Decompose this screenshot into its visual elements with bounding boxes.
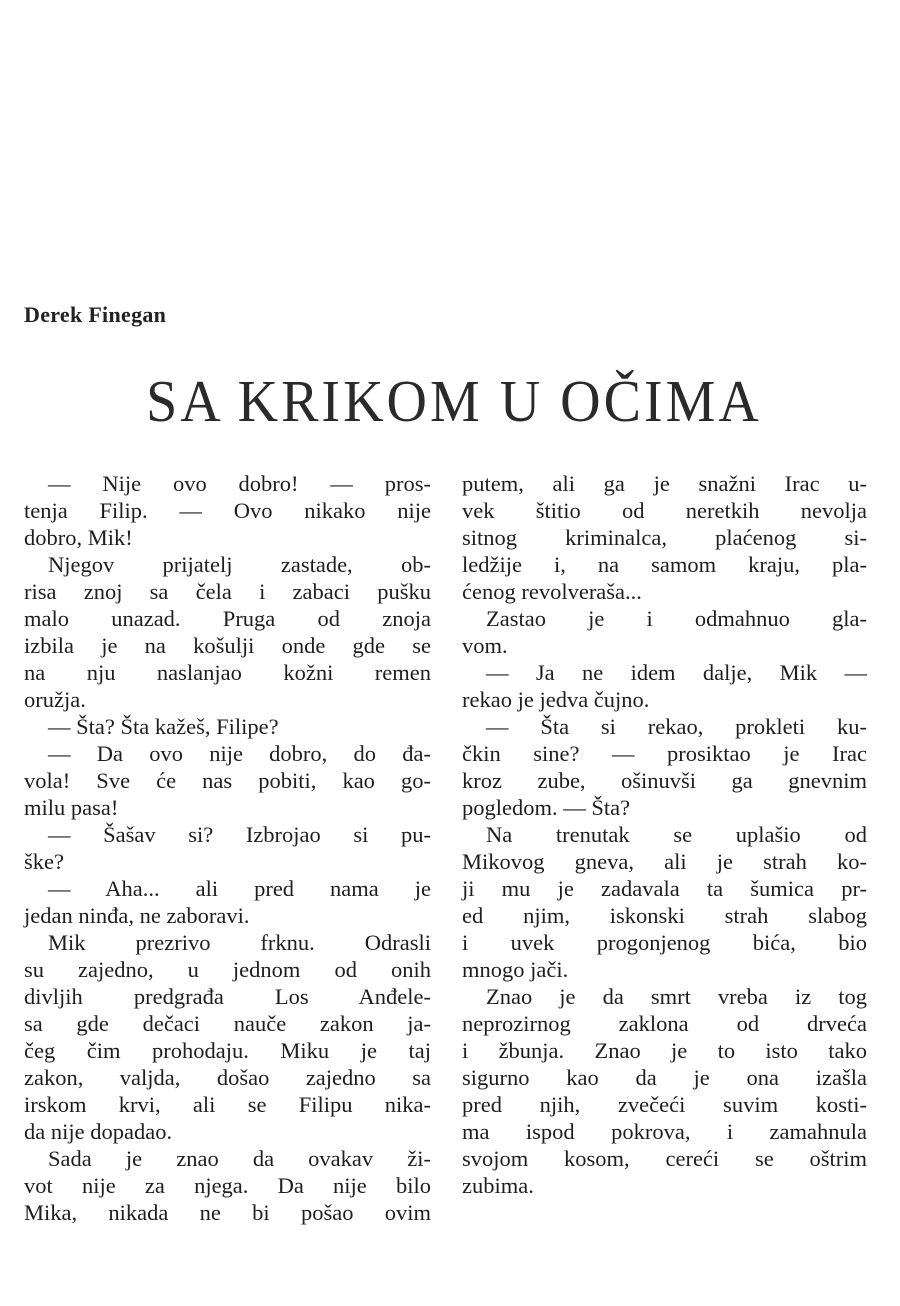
author-name: Derek Finegan [24, 302, 167, 327]
text-line: sitnog kriminalca, plaćenog si- [462, 525, 867, 550]
text-line: čkin sine? — prosiktao je Irac [462, 741, 867, 766]
text-line: ledžije i, na samom kraju, pla- [462, 552, 867, 577]
text-line: čeg čim prohodaju. Miku je taj [24, 1038, 431, 1063]
text-line: — Da ovo nije dobro, do đa- [48, 741, 431, 766]
text-line: — Šta si rekao, prokleti ku- [486, 714, 867, 739]
text-column-right [462, 470, 867, 1199]
text-line: Na trenutak se uplašio od [486, 822, 867, 847]
text-line: svojom kosom, cereći se oštrim [462, 1146, 867, 1171]
text-line: na nju naslanjao kožni remen [24, 660, 431, 685]
text-line: Mik prezrivo frknu. Odrasli [48, 930, 431, 955]
text-line: sigurno kao da je ona izašla [462, 1065, 867, 1090]
story-title: SA KRIKOM U OČIMA [146, 369, 762, 435]
text-line: — Nije ovo dobro! — pros- [48, 471, 431, 496]
text-line: neprozirnog zaklona od drveća [462, 1011, 867, 1036]
text-line: Znao je da smrt vreba iz tog [486, 984, 867, 1009]
text-line: pogledom. — Šta? [462, 795, 631, 820]
text-line: ji mu je zadavala ta šumica pr- [462, 876, 867, 901]
text-line: vom. [462, 633, 508, 658]
text-line: jedan ninđa, ne zaboravi. [24, 903, 250, 928]
text-line: risa znoj sa čela i zabaci pušku [24, 579, 431, 604]
text-line: milu pasa! [24, 795, 119, 820]
text-line: oružja. [24, 687, 86, 712]
text-line: vola! Sve će nas pobiti, kao go- [24, 768, 431, 793]
text-line: sa gde dečaci nauče zakon ja- [24, 1011, 431, 1036]
text-line: su zajedno, u jednom od onih [24, 957, 431, 982]
text-line: putem, ali ga je snažni Irac u- [462, 471, 867, 496]
text-line: — Šašav si? Izbrojao si pu- [48, 822, 431, 847]
text-line: zakon, valjda, došao zajedno sa [24, 1065, 431, 1090]
text-line: — Aha... ali pred nama je [48, 876, 431, 901]
text-line: vek štitio od neretkih nevolja [462, 498, 867, 523]
text-line: ške? [24, 849, 64, 874]
text-line: ćenog revolveraša... [462, 579, 642, 604]
text-line: rekao je jedva čujno. [462, 687, 650, 712]
text-line: irskom krvi, ali se Filipu nika- [24, 1092, 431, 1117]
text-line: vot nije za njega. Da nije bilo [24, 1173, 431, 1198]
text-line: — Ja ne idem dalje, Mik — [486, 660, 867, 685]
text-line: tenja Filip. — Ovo nikako nije [24, 498, 431, 523]
text-line: Mika, nikada ne bi pošao ovim [24, 1200, 431, 1225]
text-line: Sada je znao da ovakav ži- [48, 1146, 431, 1171]
text-line: ma ispod pokrova, i zamahnula [462, 1119, 867, 1144]
text-line: — Šta? Šta kažeš, Filipe? [48, 714, 279, 739]
text-line: mnogo jači. [462, 957, 569, 982]
text-line: i žbunja. Znao je to isto tako [462, 1038, 867, 1063]
text-line: malo unazad. Pruga od znoja [24, 606, 431, 631]
text-column-left [24, 470, 431, 1226]
text-line: ed njim, iskonski strah slabog [462, 903, 867, 928]
text-line: Zastao je i odmahnuo gla- [486, 606, 867, 631]
text-line: da nije dopadao. [24, 1119, 173, 1144]
text-line: izbila je na košulji onde gde se [24, 633, 431, 658]
text-line: zubima. [462, 1173, 534, 1198]
text-line: kroz zube, ošinuvši ga gnevnim [462, 768, 867, 793]
text-line: dobro, Mik! [24, 525, 133, 550]
text-line: Mikovog gneva, ali je strah ko- [462, 849, 867, 874]
text-line: Njegov prijatelj zastade, ob- [48, 552, 431, 577]
text-line: pred njih, zvečeći suvim kosti- [462, 1092, 867, 1117]
text-line: divljih predgrađa Los Anđele- [24, 984, 431, 1009]
text-line: i uvek progonjenog bića, bio [462, 930, 867, 955]
